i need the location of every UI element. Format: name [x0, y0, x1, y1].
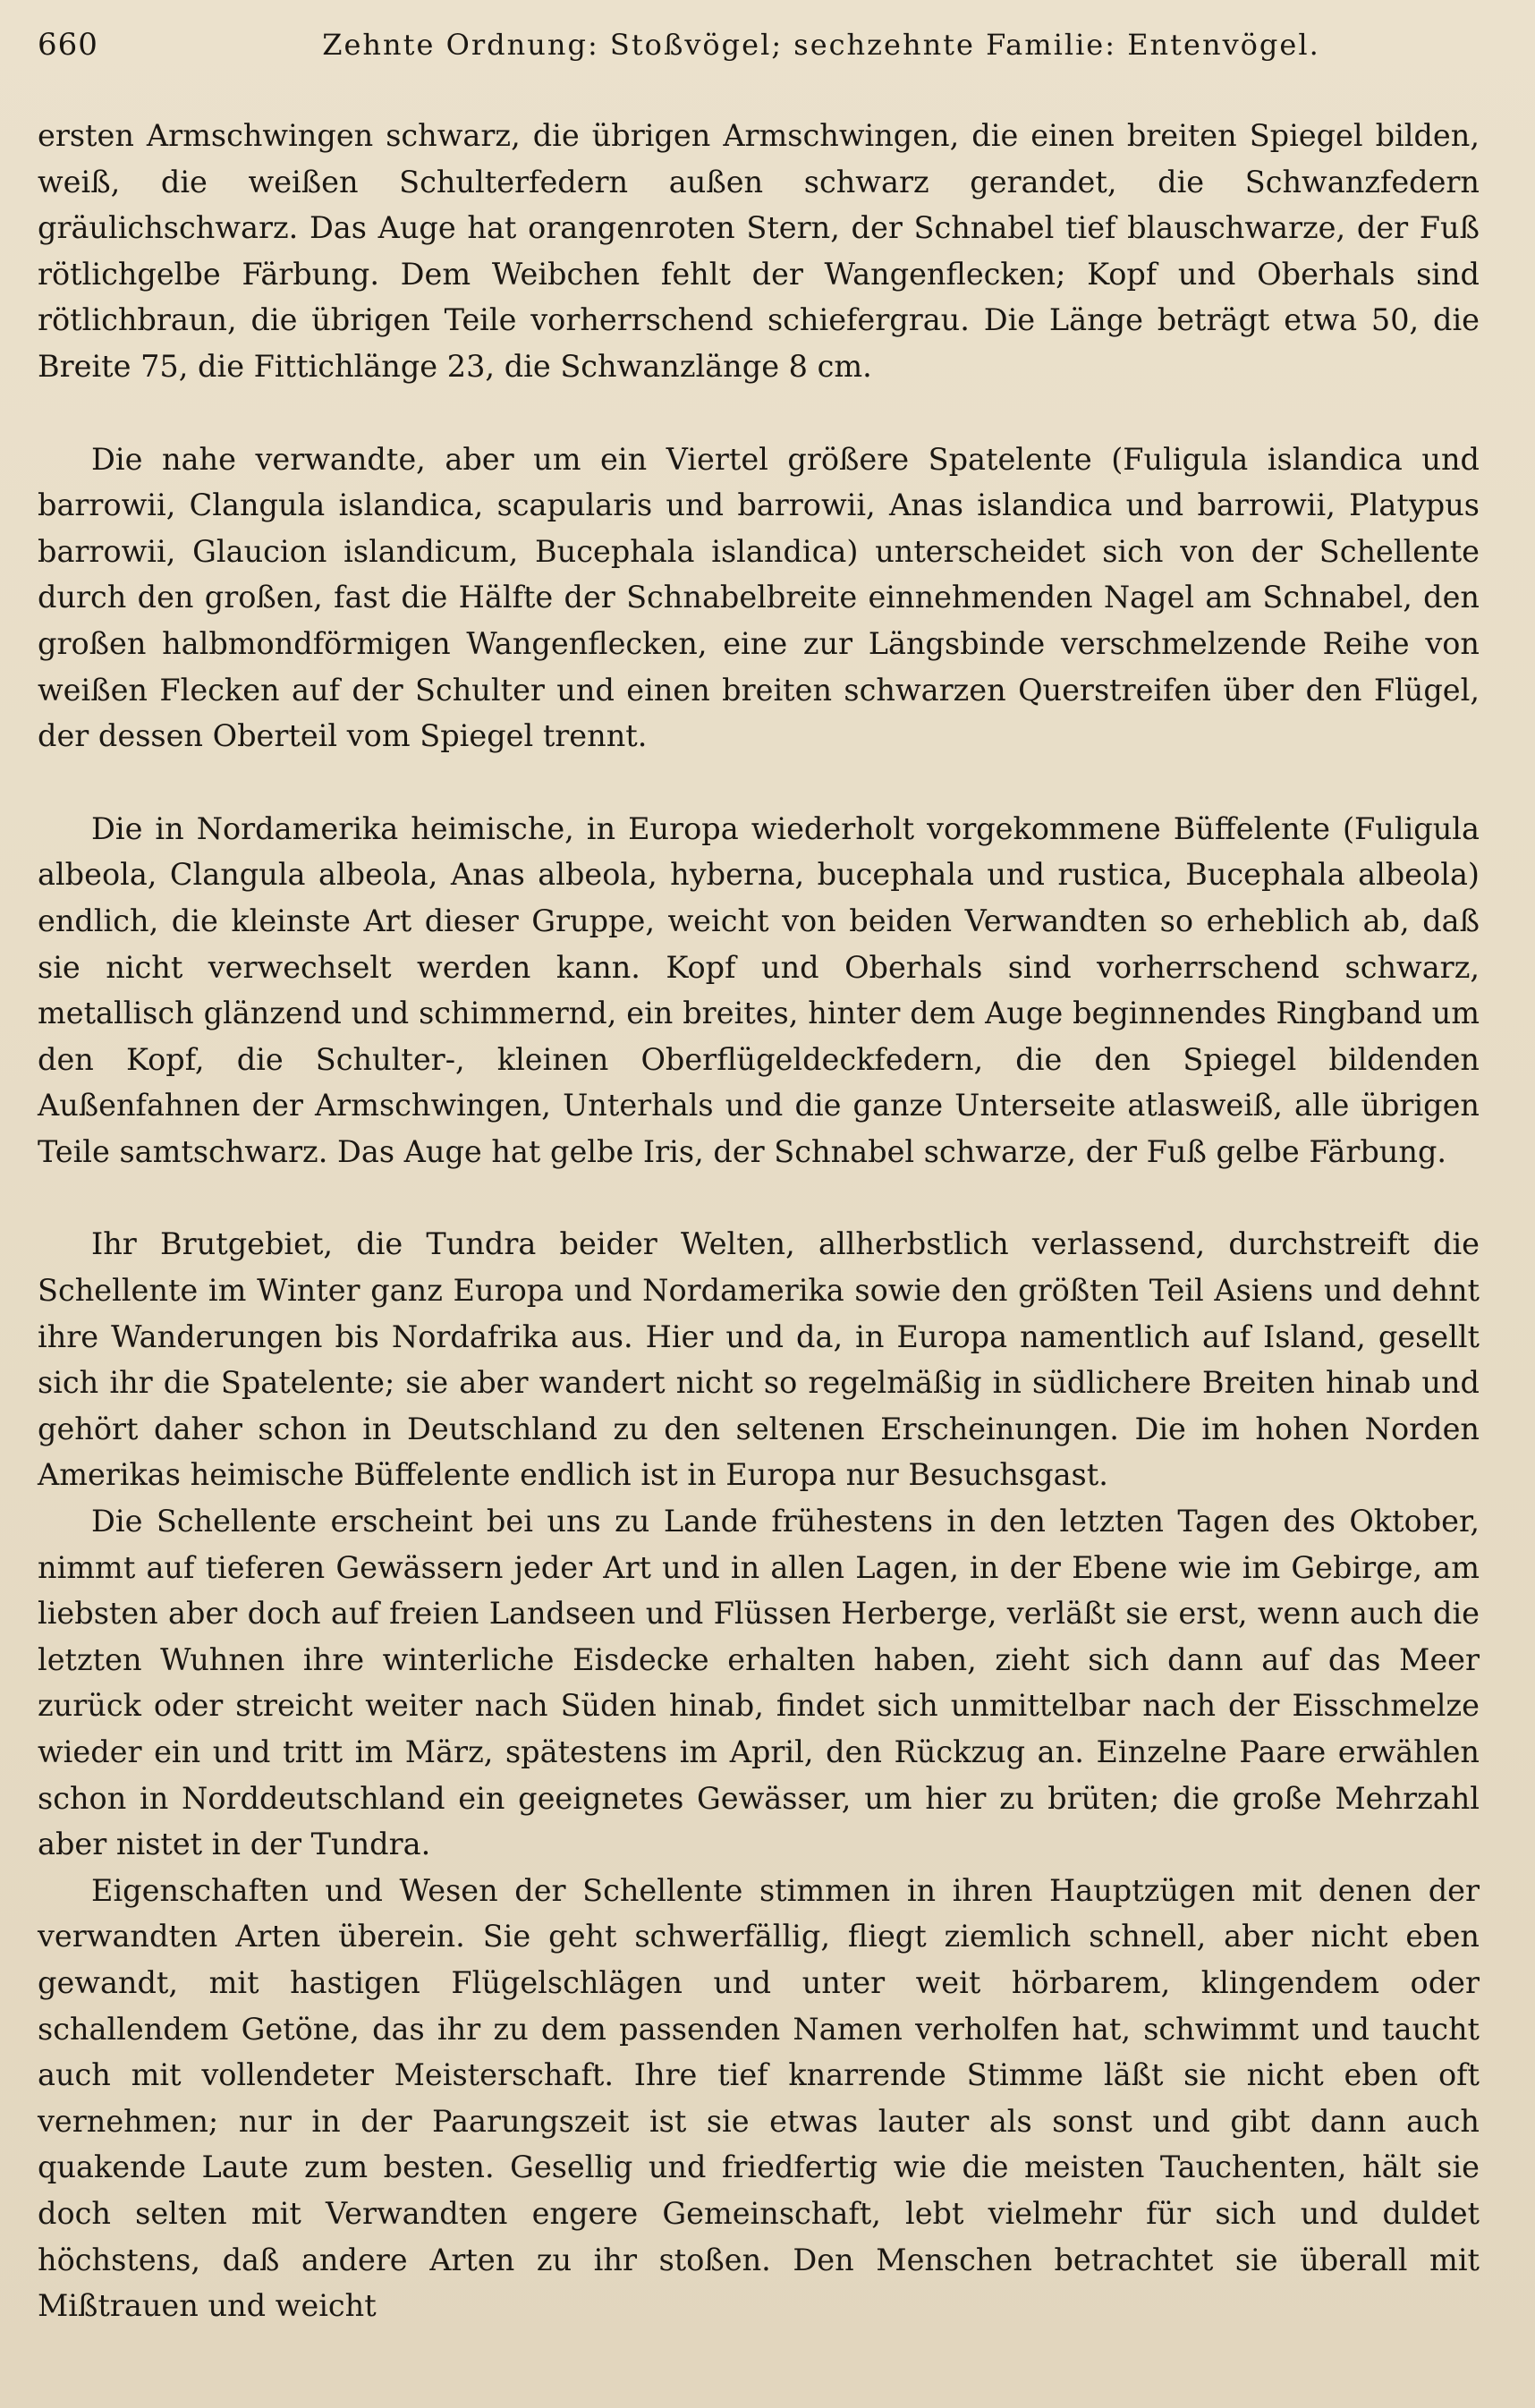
page-header	[38, 27, 1480, 77]
page-number: 660	[38, 27, 98, 63]
running-head: Zehnte Ordnung: Stoßvögel; sechzehnte Familie: Entenvögel.	[322, 28, 1320, 62]
paragraph: Eigenschaften und Wesen der Schellente stimmen in ihren Hauptzügen mit denen der verwandten Arten überein. Sie geht schwerfällig, fliegt ziemlich schnell, aber nicht eben gewandt, mit hastigen Flügelschlägen und unter weit hörbarem, klingendem oder schallendem Getöne, das ihr zu dem passenden Namen verholfen hat, schwimmt und taucht auch mit vollendeter Meisterschaft. Ihre tief knarrende Stimme läßt sie nicht eben oft vernehmen; nur in der Paarungszeit ist sie etwas lauter als sonst und gibt dann auch quakende Laute zum besten. Gesellig und friedfertig wie die meisten Tauchenten, hält sie doch selten mit Verwandten engere Gemeinschaft, lebt vielmehr für sich und duldet höchstens, daß andere Arten zu ihr stoßen. Den Menschen betrachtet sie überall mit Mißtrauen und weicht	[38, 1872, 1480, 2324]
body-text	[38, 113, 1480, 2329]
paragraph: ersten Armschwingen schwarz, die übrigen Armschwingen, die einen breiten Spiegel bilden, weiß, die weißen Schulterfedern außen schwarz gerandet, die Schwanzfedern gräulichschwarz. Das Auge hat orangenroten Stern, der Schnabel tief blauschwarze, der Fuß rötlichgelbe Färbung. Dem Weibchen fehlt der Wangenflecken; Kopf und Oberhals sind rötlichbraun, die übrigen Teile vorherrschend schiefergrau. Die Länge beträgt etwa 50, die Breite 75, die Fittichlänge 23, die Schwanzlänge 8 cm.	[38, 118, 1480, 384]
paragraph: Ihr Brutgebiet, die Tundra beider Welten, allherbstlich verlassend, durchstreift die Schellente im Winter ganz Europa und Nordamerika sowie den größten Teil Asiens und dehnt ihre Wanderungen bis Nordafrika aus. Hier und da, in Europa namentlich auf Island, gesellt sich ihr die Spatelente; sie aber wandert nicht so regelmäßig in südlichere Breiten hinab und gehört daher schon in Deutschland zu den seltenen Erscheinungen. Die im hohen Norden Amerikas heimische Büffelente endlich ist in Europa nur Besuchsgast.	[38, 1226, 1480, 1493]
paragraph: Die in Nordamerika heimische, in Europa wiederholt vorgekommene Büffelente (Fuligula albeola, Clangula albeola, Anas albeola, hyberna, bucephala und rustica, Bucephala albeola) endlich, die kleinste Art dieser Gruppe, weicht von beiden Verwandten so erheblich ab, daß sie nicht verwechselt werden kann. Kopf und Oberhals sind vorherrschend schwarz, metallisch glänzend und schimmernd, ein breites, hinter dem Auge beginnendes Ringband um den Kopf, die Schulter-, kleinen Oberflügeldeckfedern, die den Spiegel bildenden Außenfahnen der Armschwingen, Unterhals und die ganze Unterseite atlasweiß, alle übrigen Teile samtschwarz. Das Auge hat gelbe Iris, der Schnabel schwarze, der Fuß gelbe Färbung.	[38, 810, 1480, 1169]
paragraph: Die nahe verwandte, aber um ein Viertel größere Spatelente (Fuligula islandica und barrowii, Clangula islandica, scapularis und barrowii, Anas islandica und barrowii, Platypus barrowii, Glaucion islandicum, Bucephala islandica) unterscheidet sich von der Schellente durch den großen, fast die Hälfte der Schnabelbreite einnehmenden Nagel am Schnabel, den großen halbmondförmigen Wangenflecken, eine zur Längsbinde verschmelzende Reihe von weißen Flecken auf der Schulter und einen breiten schwarzen Querstreifen über den Flügel, der dessen Oberteil vom Spiegel trennt.	[38, 441, 1480, 754]
paragraph: Die Schellente erscheint bei uns zu Lande frühestens in den letzten Tagen des Oktober, nimmt auf tieferen Gewässern jeder Art und in allen Lagen, in der Ebene wie im Gebirge, am liebsten aber doch auf freien Landseen und Flüssen Herberge, verläßt sie erst, wenn auch die letzten Wuhnen ihre winterliche Eisdecke erhalten haben, zieht sich dann auf das Meer zurück oder streicht weiter nach Süden hinab, findet sich unmittelbar nach der Eisschmelze wieder ein und tritt im März, spätestens im April, den Rückzug an. Einzelne Paare erwählen schon in Norddeutschland ein geeignetes Gewässer, um hier zu brüten; die große Mehrzahl aber nistet in der Tundra.	[38, 1504, 1480, 1862]
